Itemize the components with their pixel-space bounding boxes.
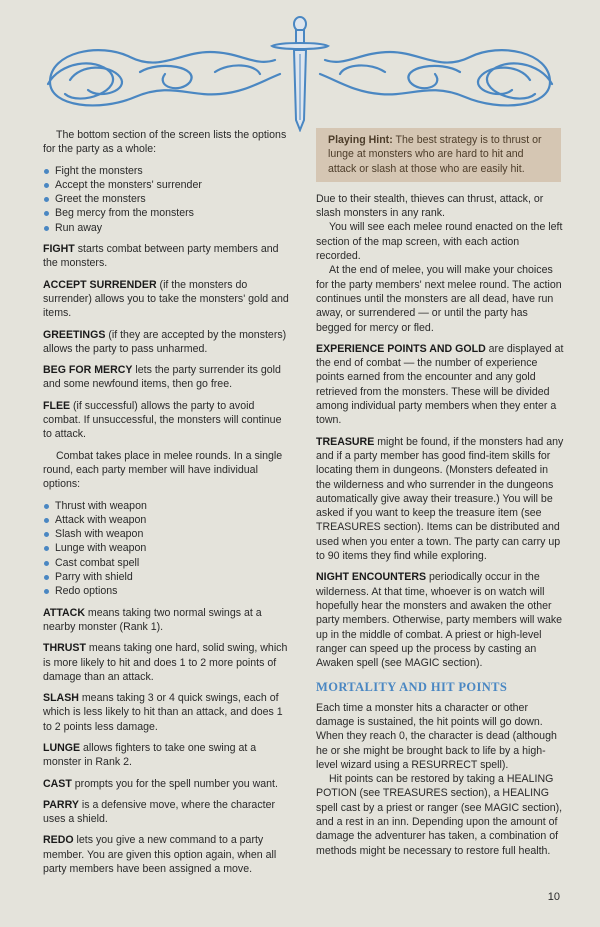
term: GREETINGS: [43, 328, 106, 341]
flee-paragraph: [43, 399, 293, 442]
attack-paragraph: [43, 606, 293, 635]
party-options-intro: The bottom section of the screen lists the options for the party as a whole:: [43, 129, 287, 156]
term: FLEE: [43, 399, 71, 412]
right-column: [316, 128, 564, 858]
term: FIGHT: [43, 243, 75, 256]
term: BEG FOR MERCY: [43, 364, 133, 377]
greetings-paragraph: [43, 328, 293, 357]
term: LUNGE: [43, 741, 81, 754]
list-item: Fight the monsters: [43, 164, 293, 178]
fight-paragraph: [43, 242, 293, 271]
definition: might be found, if the monsters had any and if a party member has good find-item skills for locating them in dungeons. (Monsters defeated in the wilderness and who surrender in the dungeons automatically give away their treasure.) You will be asked if you want to keep the treasure item (see TREASURES section). Items can be distributed and used when you enter a town. The party can carry up to 90 items they find while exploring.: [316, 435, 564, 563]
party-options-list: [43, 164, 293, 235]
slash-paragraph: [43, 691, 293, 734]
term: REDO: [43, 834, 74, 847]
definition: prompts you for the spell number you want.: [71, 777, 278, 790]
term: ACCEPT SURRENDER: [43, 278, 157, 291]
definition: (if the monsters do surrender) allows you to take the monsters' gold and items.: [43, 278, 289, 320]
list-item: Redo options: [43, 584, 293, 598]
term: Playing Hint:: [328, 134, 393, 146]
list-item: Run away: [43, 221, 293, 235]
definition: means taking two normal swings at a nearby monster (Rank 1).: [43, 606, 262, 633]
mortality-paragraph: Each time a monster hits a character or other damage is sustained, the hit points will go down. When they reach 0, the character is dead (although he or she might be brought back to life by a high-level wizard using a RESURRECT spell).: [316, 701, 557, 771]
definition: is a defensive move, where the character uses a shield.: [43, 798, 275, 826]
list-item: Attack with weapon: [43, 513, 293, 527]
definition: means taking 3 or 4 quick swings, each of which is less likely to hit than an attack, and does 1 to 2 points less damage.: [43, 692, 283, 733]
term: THRUST: [43, 642, 86, 655]
experience-paragraph: [316, 342, 564, 428]
term: CAST: [43, 777, 72, 790]
term: ATTACK: [43, 606, 85, 619]
section-heading: MORTALITY AND HIT POINTS: [316, 680, 508, 695]
definition: allows fighters to take one swing at a monster in Rank 2.: [43, 741, 257, 769]
thrust-paragraph: [43, 641, 293, 684]
term: PARRY: [43, 798, 79, 811]
list-item: Slash with weapon: [43, 527, 293, 541]
accept-surrender-paragraph: [43, 278, 293, 321]
combat-options-list: [43, 499, 293, 599]
parry-paragraph: [43, 798, 293, 827]
definition: lets you give a new command to a party member. You are given this option again, when all party members have been assigned a move.: [43, 834, 277, 876]
definition: periodically occur in the wilderness. At that time, whoever is on watch will hopefully hear the monsters and awaken the other party members. Otherwise, party members will wake up in the middle of combat. A priest or high-level ranger can speed up the process by casting an Awaken spell (see MAGIC section).: [316, 571, 563, 670]
term: TREASURE: [316, 435, 375, 448]
hit-points-paragraph: Hit points can be restored by taking a HEALING POTION (see TREASURES section), a HEALING spell cast by a priest or ranger (see MAGIC section), and a rest in an inn. Depending upon the amount of damage the adventurer has taken, a combination of methods might be necessary to restore full health.: [316, 773, 563, 857]
definition: lets the party surrender its gold and some newfound items, then go free.: [43, 364, 281, 391]
list-item: Beg mercy from the monsters: [43, 206, 293, 220]
treasure-paragraph: [316, 435, 564, 564]
term: NIGHT ENCOUNTERS: [316, 571, 427, 584]
melee-round-paragraph: You will see each melee round enacted on the left section of the map screen, with each action recorded.: [316, 221, 563, 263]
end-melee-paragraph: At the end of melee, you will make your choices for the party members' next melee round. The action continues until the monsters are all dead, have run away, or surrendered — or until the party has begged for mercy or fled.: [316, 264, 562, 334]
beg-for-mercy-paragraph: [43, 363, 293, 392]
list-item: Lunge with weapon: [43, 541, 293, 555]
list-item: Thrust with weapon: [43, 499, 293, 513]
term: EXPERIENCE POINTS AND GOLD: [316, 342, 486, 355]
definition: means taking one hard, solid swing, which is more likely to hit and does 1 to 2 more points of damage than an attack.: [43, 642, 288, 683]
definition: are displayed at the end of combat — the number of experience points earned from the encounter and any gold retrieved from the monsters. These will be divided among individual party members when they enter a town.: [316, 342, 564, 427]
list-item: Accept the monsters' surrender: [43, 178, 293, 192]
definition: (if successful) allows the party to avoid combat. If unsuccessful, the monsters will continue to attack.: [43, 399, 282, 441]
playing-hint-box: [316, 128, 561, 182]
stealth-paragraph: Due to their stealth, thieves can thrust, attack, or slash monsters in any rank.: [316, 192, 544, 220]
night-encounters-paragraph: [316, 570, 564, 670]
redo-paragraph: [43, 833, 293, 876]
cast-paragraph: [43, 777, 293, 791]
definition: starts combat between party members and the monsters.: [43, 243, 279, 270]
hint-text: The best strategy is to thrust or lunge at monsters who are hard to hit and attack or slash at those who are easily hit.: [328, 134, 542, 175]
page-number: 10: [547, 891, 560, 903]
lunge-paragraph: [43, 741, 293, 770]
definition: (if they are accepted by the monsters) allows the party to pass unharmed.: [43, 328, 287, 355]
left-column: [43, 128, 293, 883]
list-item: Parry with shield: [43, 570, 293, 584]
list-item: Cast combat spell: [43, 556, 293, 570]
combat-intro: Combat takes place in melee rounds. In a single round, each party member will have individual options:: [43, 449, 283, 491]
celtic-sword-banner: [40, 12, 560, 132]
list-item: Greet the monsters: [43, 192, 293, 206]
term: SLASH: [43, 692, 79, 705]
